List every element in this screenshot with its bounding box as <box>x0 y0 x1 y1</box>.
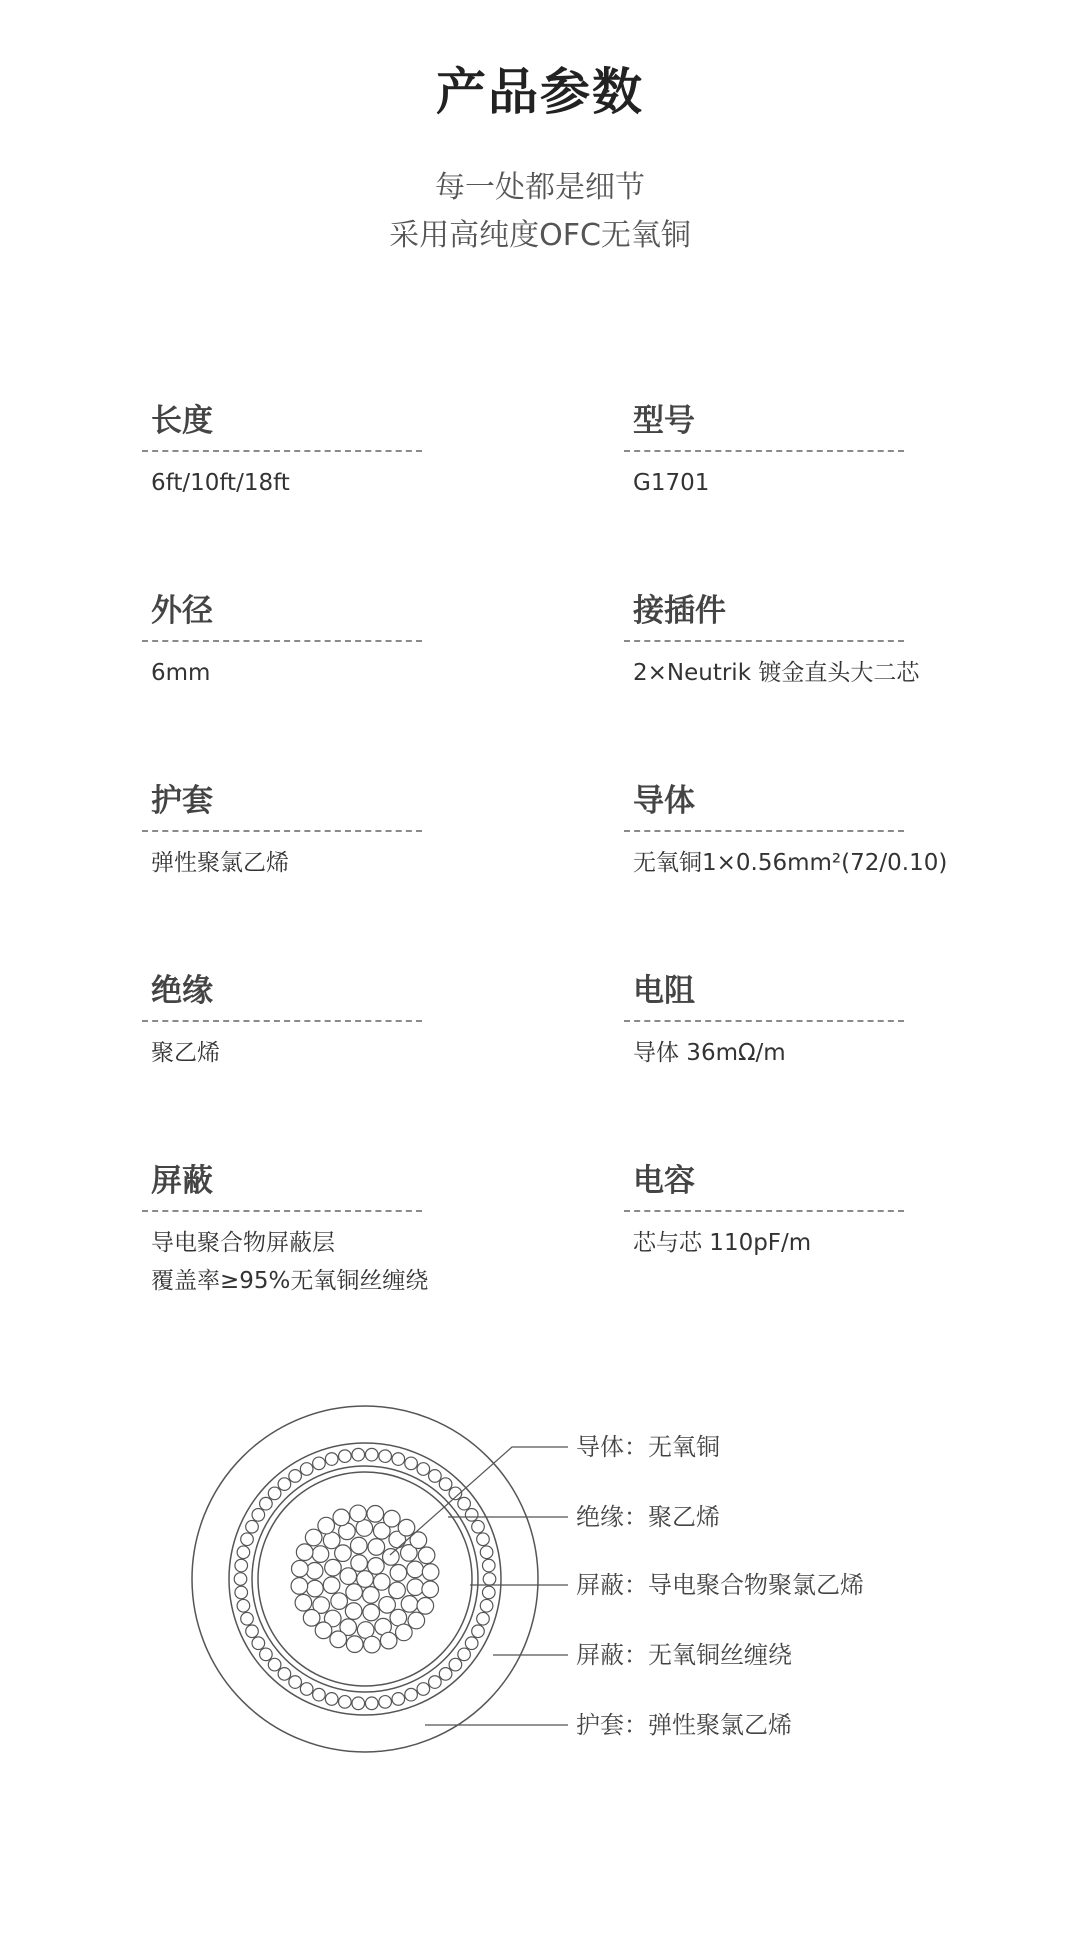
conductor-strand <box>396 1624 413 1641</box>
conductor-strand <box>390 1609 407 1626</box>
conductor-strand <box>408 1612 425 1629</box>
spec-jacket <box>142 778 432 882</box>
conductor-strand <box>307 1580 324 1597</box>
braid-wire <box>458 1497 471 1510</box>
spec-label-insulation: 绝缘 <box>151 973 213 1009</box>
divider <box>142 1210 422 1212</box>
spec-capacitance <box>624 1158 914 1262</box>
spec-value-resistance: 导体 36mΩ/m <box>633 1040 786 1066</box>
callout-conductor: 导体：无氧铜 <box>576 1433 720 1461</box>
braid-wire <box>252 1637 265 1650</box>
braid-wire <box>241 1533 254 1546</box>
braid-wire <box>365 1697 378 1710</box>
braid-wire <box>472 1520 485 1533</box>
spec-value-connector: 2×Neutrik 镀金直头大二芯 <box>633 660 920 686</box>
spec-label-capacitance: 电容 <box>633 1163 695 1199</box>
braid-wire <box>235 1559 248 1572</box>
divider <box>142 450 422 452</box>
conductor-strand <box>333 1509 350 1526</box>
spec-value-outer-diameter: 6mm <box>151 660 211 686</box>
divider <box>624 1020 904 1022</box>
braid-wire <box>439 1668 452 1681</box>
braid-wire <box>429 1676 442 1689</box>
conductor-strand <box>407 1579 424 1596</box>
conductor-strand <box>368 1558 385 1575</box>
conductor-strand <box>384 1510 401 1527</box>
spec-outer-diameter <box>142 588 432 692</box>
conductor-strand <box>315 1622 332 1639</box>
subtitle-line-1: 每一处都是细节 <box>435 170 645 205</box>
conductor-strand <box>295 1594 312 1611</box>
conductor-strand <box>331 1593 348 1610</box>
conductor-strand <box>380 1632 397 1649</box>
braid-wire <box>379 1450 392 1463</box>
braid-wire <box>313 1457 326 1470</box>
braid-wire <box>237 1599 250 1612</box>
braid-wire <box>465 1509 478 1522</box>
braid-wire <box>439 1478 452 1491</box>
braid-wire <box>352 1448 365 1461</box>
braid-wire <box>278 1668 291 1681</box>
braid-wire <box>339 1450 352 1463</box>
braid-wire <box>405 1457 418 1470</box>
spec-value-model: G1701 <box>633 470 710 496</box>
spec-value-shield-line-2: 覆盖率≥95%无氧铜丝缠绕 <box>151 1268 429 1294</box>
braid-wire <box>260 1497 273 1510</box>
page-title: 产品参数 <box>436 63 644 121</box>
spec-label-jacket: 护套 <box>151 783 213 819</box>
braid-wire <box>300 1463 313 1476</box>
callout-insulation: 绝缘：聚乙烯 <box>576 1503 720 1531</box>
spec-value-jacket: 弹性聚氯乙烯 <box>151 850 289 876</box>
braid-wire <box>365 1448 378 1461</box>
divider <box>624 1210 904 1212</box>
conductor-strand <box>296 1544 313 1561</box>
braid-wire <box>449 1658 462 1671</box>
spec-label-outer-diameter: 外径 <box>151 593 213 629</box>
subtitle-line-2: 采用高纯度OFC无氧铜 <box>389 218 691 253</box>
conductor-strand <box>346 1584 363 1601</box>
conductor-strand <box>323 1532 340 1549</box>
callout-jacket: 护套：弹性聚氯乙烯 <box>576 1711 792 1739</box>
braid-wire <box>352 1697 365 1710</box>
divider <box>624 830 904 832</box>
braid-wire <box>325 1453 338 1466</box>
conductor-strand <box>422 1564 439 1581</box>
braid-wire <box>472 1625 485 1638</box>
spec-label-connector: 接插件 <box>633 593 726 629</box>
conductor-strand <box>368 1539 385 1556</box>
braid-wire <box>482 1586 495 1599</box>
braid-wire <box>237 1546 250 1559</box>
braid-wire <box>405 1688 418 1701</box>
braid-wire <box>289 1676 302 1689</box>
conductor-strand <box>305 1529 322 1546</box>
braid-wire <box>241 1612 254 1625</box>
conductor-strand <box>363 1587 380 1604</box>
spec-conductor <box>624 778 948 882</box>
conductor-strand <box>323 1577 340 1594</box>
braid-wire <box>235 1586 248 1599</box>
braid-wire <box>480 1546 493 1559</box>
spec-insulation <box>142 968 432 1072</box>
braid-wire <box>268 1658 281 1671</box>
braid-wire <box>252 1509 265 1522</box>
braid-wire <box>246 1625 259 1638</box>
conductor-strand <box>350 1505 367 1522</box>
spec-connector <box>624 588 920 692</box>
conductor-strands <box>291 1505 439 1653</box>
divider <box>624 450 904 452</box>
callout-shield-copper: 屏蔽：无氧铜丝缠绕 <box>576 1641 792 1669</box>
spec-value-length: 6ft/10ft/18ft <box>151 470 290 496</box>
divider <box>142 1020 422 1022</box>
conductor-strand <box>367 1506 384 1523</box>
braid-wire <box>477 1533 490 1546</box>
conductor-strand <box>325 1559 342 1576</box>
conductor-strand <box>292 1560 309 1577</box>
spec-label-resistance: 电阻 <box>633 973 695 1009</box>
spec-value-shield-line-1: 导电聚合物屏蔽层 <box>151 1230 335 1256</box>
braid-wire <box>417 1683 430 1696</box>
conductor-strand <box>351 1555 368 1572</box>
braid-wire <box>458 1648 471 1661</box>
conductor-strand <box>364 1636 381 1653</box>
spec-label-conductor: 导体 <box>633 783 695 819</box>
braid-wire <box>392 1453 405 1466</box>
braid-wire <box>234 1573 247 1586</box>
conductor-strand <box>330 1631 347 1648</box>
spec-value-insulation: 聚乙烯 <box>151 1040 220 1066</box>
conductor-strand <box>398 1519 415 1536</box>
braid-wire <box>483 1573 496 1586</box>
conductor-strand <box>306 1563 323 1580</box>
conductor-strand <box>345 1603 362 1620</box>
braid-wire <box>289 1470 302 1483</box>
braid-wire <box>339 1696 352 1709</box>
conductor-strand <box>312 1546 329 1563</box>
spec-value-conductor: 无氧铜1×0.56mm²(72/0.10) <box>633 850 948 876</box>
spec-model <box>624 398 914 502</box>
braid-wire <box>246 1520 259 1533</box>
braid-wire <box>313 1688 326 1701</box>
spec-length <box>142 398 432 502</box>
braid-wire <box>379 1696 392 1709</box>
braid-wire <box>325 1693 338 1706</box>
conductor-strand <box>418 1547 435 1564</box>
braid-wire <box>417 1463 430 1476</box>
spec-value-capacitance: 芯与芯 110pF/m <box>633 1230 812 1256</box>
conductor-strand <box>407 1561 424 1578</box>
conductor-strand <box>389 1582 406 1599</box>
conductor-strand <box>363 1604 380 1621</box>
spec-label-model: 型号 <box>633 403 695 439</box>
conductor-strand <box>350 1537 367 1554</box>
braid-wire <box>278 1478 291 1491</box>
spec-shield <box>142 1158 432 1300</box>
conductor-strand <box>390 1564 407 1581</box>
conductor-strand <box>417 1598 434 1615</box>
braid-wire <box>482 1559 495 1572</box>
braid-wire <box>480 1599 493 1612</box>
braid-wire <box>465 1637 478 1650</box>
divider <box>142 830 422 832</box>
spec-label-length: 长度 <box>151 403 213 439</box>
braid-wire <box>429 1470 442 1483</box>
conductor-strand <box>422 1581 439 1598</box>
divider <box>142 640 422 642</box>
conductor-strand <box>303 1610 320 1627</box>
braid-wire <box>300 1683 313 1696</box>
braid-wire <box>268 1487 281 1500</box>
conductor-strand <box>401 1596 418 1613</box>
conductor-strand <box>383 1549 400 1566</box>
divider <box>624 640 904 642</box>
conductor-strand <box>346 1636 363 1653</box>
braid-wire <box>260 1648 273 1661</box>
spec-label-shield: 屏蔽 <box>151 1163 213 1199</box>
braid-wire <box>477 1612 490 1625</box>
callout-shield-polymer: 屏蔽：导电聚合物聚氯乙烯 <box>576 1571 864 1599</box>
braid-wire <box>392 1693 405 1706</box>
cable-cross-section-diagram <box>0 1380 1080 1760</box>
conductor-strand <box>291 1578 308 1595</box>
conductor-strand <box>318 1517 335 1534</box>
spec-resistance <box>624 968 914 1072</box>
